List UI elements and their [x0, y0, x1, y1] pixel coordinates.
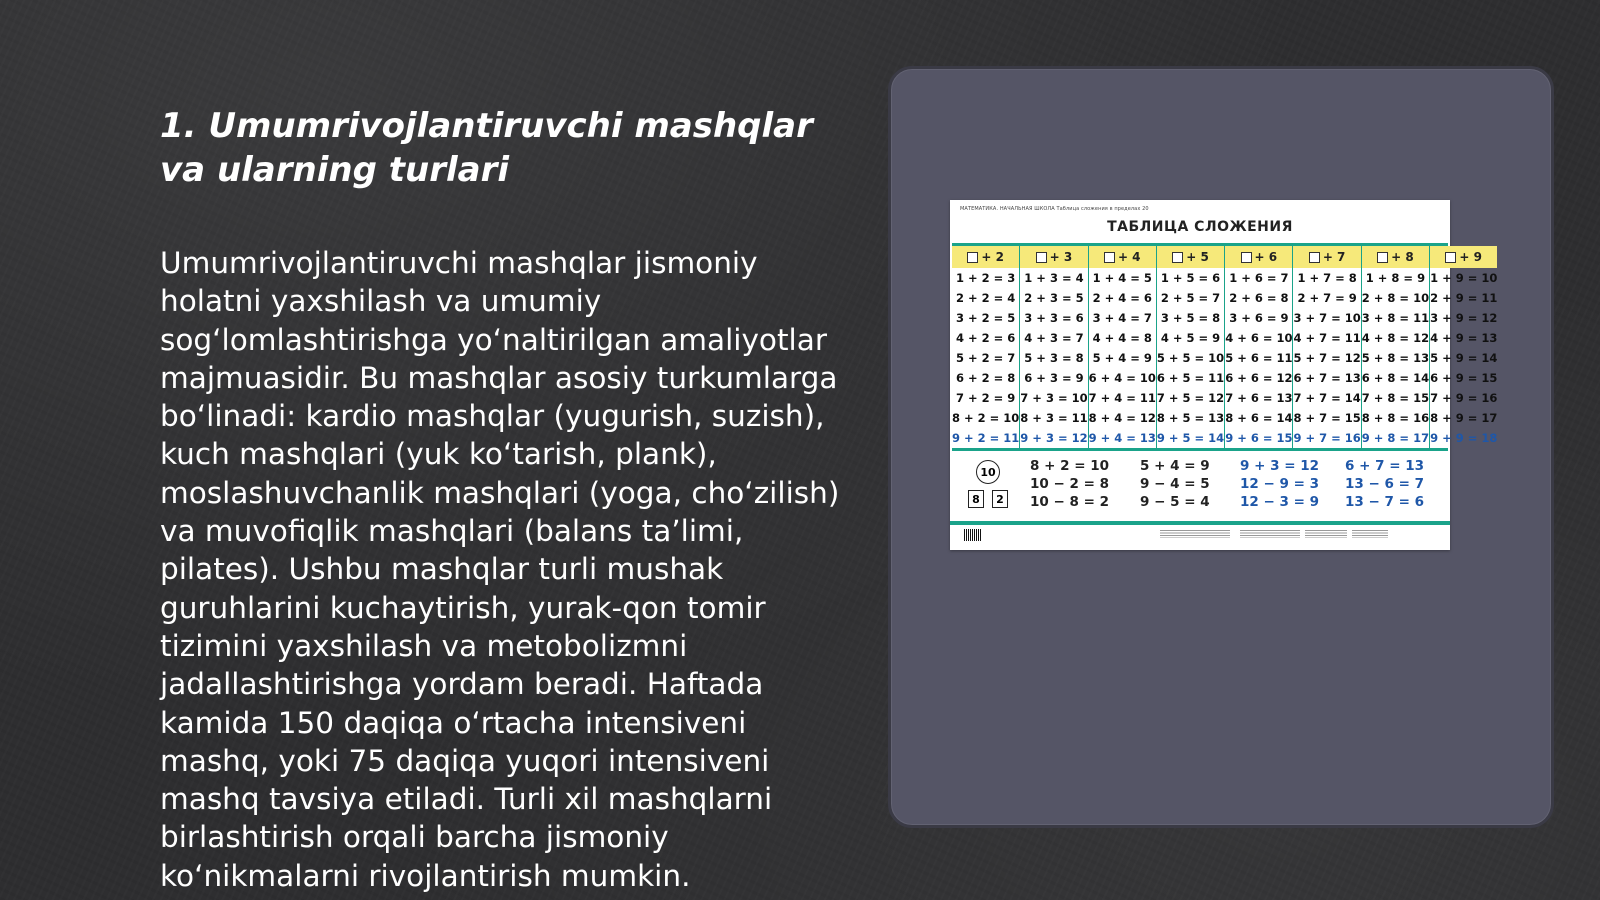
- grid-cell: 1 + 9 = 10: [1430, 271, 1498, 285]
- equation: 12 − 9 = 3: [1240, 476, 1319, 492]
- equation: 9 + 3 = 12: [1240, 458, 1319, 474]
- grid-column-label: + 5: [1186, 250, 1209, 264]
- grid-column-label: + 2: [981, 250, 1004, 264]
- checkbox-icon: [1309, 252, 1320, 263]
- grid-column: [1020, 246, 1088, 448]
- grid-cell: 2 + 2 = 4: [956, 291, 1016, 305]
- grid-cell: 5 + 2 = 7: [956, 351, 1016, 365]
- part-box: 2: [992, 490, 1008, 508]
- grid-column-label: + 7: [1322, 250, 1346, 264]
- grid-cell: 5 + 6 = 11: [1225, 351, 1293, 365]
- grid-cell: 2 + 7 = 9: [1297, 291, 1357, 305]
- equation: 12 − 3 = 9: [1240, 494, 1319, 510]
- grid-column-header: [1157, 246, 1224, 268]
- grid-column-label: + 8: [1391, 250, 1414, 264]
- grid-cell: 7 + 3 = 10: [1020, 391, 1088, 405]
- equation: 9 − 4 = 5: [1140, 476, 1210, 492]
- grid-cell: 6 + 7 = 13: [1293, 371, 1361, 385]
- grid-cell: 7 + 5 = 12: [1156, 391, 1225, 405]
- grid-cell: 9 + 3 = 12: [1020, 431, 1088, 445]
- footer-divider: [950, 521, 1450, 525]
- grid-cell: 6 + 2 = 8: [956, 371, 1016, 385]
- equation: 13 − 7 = 6: [1345, 494, 1424, 510]
- equation-group: [1030, 458, 1109, 510]
- grid-cell: 4 + 5 = 9: [1160, 331, 1221, 345]
- fine-print: [1160, 530, 1230, 538]
- grid-cell: 3 + 4 = 7: [1092, 311, 1152, 325]
- grid-cell: 6 + 9 = 15: [1430, 371, 1498, 385]
- grid-cell: 7 + 2 = 9: [956, 391, 1016, 405]
- grid-cell: 8 + 9 = 17: [1430, 411, 1498, 425]
- grid-cell: 9 + 5 = 14: [1156, 431, 1225, 445]
- grid-cell: 8 + 4 = 12: [1088, 411, 1156, 425]
- grid-cell: 6 + 4 = 10: [1088, 371, 1156, 385]
- checkbox-icon: [967, 252, 978, 263]
- poster-title: ТАБЛИЦА СЛОЖЕНИЯ: [1107, 219, 1293, 235]
- grid-column-label: + 4: [1117, 250, 1141, 264]
- equation-group: [1345, 458, 1424, 510]
- grid-cell: 5 + 9 = 14: [1430, 351, 1498, 365]
- number-composition-section: [950, 454, 1450, 524]
- grid-cell: 3 + 5 = 8: [1160, 311, 1221, 325]
- grid-cell: 8 + 6 = 14: [1225, 411, 1293, 425]
- grid-cell: 3 + 3 = 6: [1024, 311, 1084, 325]
- grid-cell: 9 + 9 = 18: [1430, 431, 1498, 445]
- checkbox-icon: [1036, 252, 1047, 263]
- grid-cell: 9 + 8 = 17: [1361, 431, 1430, 445]
- grid-cell: 6 + 6 = 12: [1225, 371, 1293, 385]
- grid-cell: 2 + 5 = 7: [1160, 291, 1221, 305]
- grid-cell: 8 + 7 = 15: [1293, 411, 1361, 425]
- grid-cell: 5 + 4 = 9: [1092, 351, 1152, 365]
- grid-cell: 1 + 2 = 3: [956, 271, 1016, 285]
- grid-cell: 1 + 5 = 6: [1160, 271, 1221, 285]
- checkbox-icon: [1377, 252, 1388, 263]
- grid-cell: 8 + 3 = 11: [1020, 411, 1088, 425]
- checkbox-icon: [1172, 252, 1183, 263]
- grid-column-header: [1362, 246, 1429, 268]
- grid-cell: 9 + 6 = 15: [1225, 431, 1293, 445]
- grid-cell: 7 + 6 = 13: [1225, 391, 1293, 405]
- grid-column: [1362, 246, 1430, 448]
- checkbox-icon: [1104, 252, 1115, 263]
- grid-column-header: [1225, 246, 1292, 268]
- grid-cell: 9 + 2 = 11: [952, 431, 1020, 445]
- slide-title: 1. Umumrivojlantiruvchi mashqlar va ularning turlari: [160, 106, 813, 190]
- grid-column: [1225, 246, 1293, 448]
- grid-cell: 9 + 4 = 13: [1088, 431, 1156, 445]
- grid-cell: 4 + 4 = 8: [1092, 331, 1152, 345]
- grid-cell: 5 + 8 = 13: [1361, 351, 1430, 365]
- grid-cell: 2 + 8 = 10: [1361, 291, 1430, 305]
- grid-cell: 7 + 9 = 16: [1430, 391, 1498, 405]
- grid-cell: 2 + 6 = 8: [1229, 291, 1289, 305]
- grid-cell: 1 + 4 = 5: [1092, 271, 1152, 285]
- fine-print: [1305, 530, 1347, 538]
- equation: 10 − 2 = 8: [1030, 476, 1109, 492]
- fine-print: [1352, 530, 1388, 538]
- equation: 10 − 8 = 2: [1030, 494, 1109, 510]
- grid-cell: 5 + 5 = 10: [1156, 351, 1225, 365]
- equation: 9 − 5 = 4: [1140, 494, 1210, 510]
- grid-cell: 7 + 8 = 15: [1361, 391, 1430, 405]
- grid-column: [952, 246, 1020, 448]
- slide-body-text: Umumrivojlantiruvchi mashqlar jismoniy holatni yaxshilash va umumiy sog‘lomlashtirishga yo‘naltirilgan amaliyotlar majmuasidir. Bu mashqlar asosiy turkumlarga bo‘linadi: kardio mashqlar (yugurish, suzish), kuch mashqlari (yuk ko‘tarish, plank), moslashuvchanlik mashqlari (yoga, cho‘zilish) va muvofiqlik mashqlari (balans ta’limi, pilates). Ushbu mashqlar turli mushak guruhlarini kuchaytirish, yurak-qon tomir tizimini yaxshilash va metobolizmni jadallashtirishga yordam beradi. Haftada kamida 150 daqiqa o‘rtacha intensiveni mashq, yoki 75 daqiqa yuqori intensiveni mashq tavsiya etiladi. Turli xil mashqlarni birlashtirish orqali barcha jismoniy ko‘nikmalarni rivojlantirish mumkin.: [160, 246, 840, 893]
- part-box: 8: [968, 490, 984, 508]
- grid-cell: 3 + 2 = 5: [956, 311, 1016, 325]
- equation: 5 + 4 = 9: [1140, 458, 1210, 474]
- grid-cell: 8 + 5 = 13: [1156, 411, 1225, 425]
- grid-cell: 1 + 8 = 9: [1365, 271, 1426, 285]
- grid-column: [1293, 246, 1361, 448]
- barcode-icon: [964, 529, 982, 541]
- grid-column-label: + 9: [1459, 250, 1483, 264]
- grid-column-header: [1293, 246, 1360, 268]
- grid-cell: 2 + 3 = 5: [1024, 291, 1084, 305]
- grid-cell: 5 + 7 = 12: [1293, 351, 1361, 365]
- fine-print: [1240, 530, 1300, 538]
- number-circle: 10: [976, 460, 1000, 484]
- grid-cell: 3 + 7 = 10: [1293, 311, 1361, 325]
- grid-column: [1157, 246, 1225, 448]
- equation: 13 − 6 = 7: [1345, 476, 1424, 492]
- equation: 6 + 7 = 13: [1345, 458, 1424, 474]
- grid-cell: 2 + 9 = 11: [1430, 291, 1498, 305]
- grid-cell: 4 + 3 = 7: [1024, 331, 1084, 345]
- addition-grid: [952, 243, 1498, 451]
- grid-cell: 5 + 3 = 8: [1024, 351, 1084, 365]
- grid-column-header: [952, 246, 1019, 268]
- grid-column-label: + 3: [1049, 250, 1073, 264]
- checkbox-icon: [1445, 252, 1456, 263]
- grid-cell: 1 + 7 = 8: [1297, 271, 1357, 285]
- grid-cell: 7 + 4 = 11: [1088, 391, 1156, 405]
- grid-cell: 4 + 7 = 11: [1293, 331, 1361, 345]
- grid-cell: 9 + 7 = 16: [1293, 431, 1361, 445]
- grid-cell: 4 + 9 = 13: [1430, 331, 1498, 345]
- poster-header: МАТЕМАТИКА. НАЧАЛЬНАЯ ШКОЛА Таблица сложения в пределах 20: [960, 206, 1149, 212]
- equation-group: [1240, 458, 1319, 510]
- grid-cell: 3 + 6 = 9: [1229, 311, 1289, 325]
- grid-column-header: [1089, 246, 1156, 268]
- grid-cell: 1 + 3 = 4: [1024, 271, 1084, 285]
- grid-cell: 3 + 8 = 11: [1361, 311, 1430, 325]
- addition-table-poster: [950, 200, 1498, 550]
- grid-cell: 6 + 5 = 11: [1156, 371, 1225, 385]
- grid-cell: 2 + 4 = 6: [1092, 291, 1152, 305]
- grid-column-header: [1430, 246, 1497, 268]
- grid-cell: 6 + 8 = 14: [1361, 371, 1430, 385]
- equation-group: [1140, 458, 1210, 510]
- grid-cell: 8 + 8 = 16: [1361, 411, 1430, 425]
- grid-column-label: + 6: [1254, 250, 1278, 264]
- grid-column-header: [1020, 246, 1087, 268]
- equation: 8 + 2 = 10: [1030, 458, 1109, 474]
- grid-cell: 6 + 3 = 9: [1024, 371, 1084, 385]
- grid-cell: 8 + 2 = 10: [952, 411, 1020, 425]
- grid-column: [1430, 246, 1497, 448]
- grid-cell: 4 + 6 = 10: [1225, 331, 1293, 345]
- grid-cell: 4 + 8 = 12: [1361, 331, 1430, 345]
- grid-column: [1089, 246, 1157, 448]
- grid-cell: 1 + 6 = 7: [1229, 271, 1289, 285]
- grid-cell: 7 + 7 = 14: [1293, 391, 1361, 405]
- grid-cell: 4 + 2 = 6: [956, 331, 1016, 345]
- checkbox-icon: [1241, 252, 1252, 263]
- grid-cell: 3 + 9 = 12: [1430, 311, 1498, 325]
